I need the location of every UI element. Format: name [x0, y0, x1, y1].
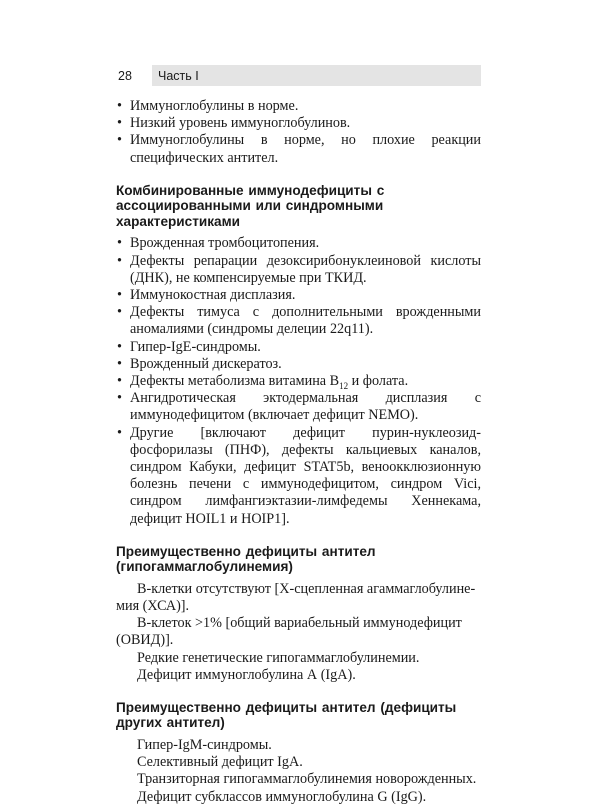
section-heading-other-antibodies: Преимущественно дефициты антител (дефициты других антител): [116, 699, 457, 731]
section-heading-combined: Комбинированные иммунодефициты с ассоциированными или синдромными характеристиками: [116, 182, 385, 229]
section-heading-hypogamma: Преимущественно дефициты антител (гипогаммаглобулинемия): [116, 543, 376, 575]
list-item: • Дефекты тимуса с дополнительными врожденными аномалиями (синдромы делеции 22q11).: [116, 304, 481, 338]
list-item: Гипер-IgM-синдромы.: [137, 736, 272, 753]
combined-list: [116, 235, 481, 527]
list-item-vitamin: [116, 373, 481, 390]
list-item: • Дефекты репарации дезоксирибонуклеиновой кислоты (ДНК), не компенсируемые при ТКИД.: [116, 253, 481, 287]
list-item: • Иммуноглобулины в норме.: [116, 98, 481, 115]
other-antibodies-list: [116, 737, 481, 806]
list-item: В-клеток >1% [общий вариабельный иммунодефицит (ОВИД)].: [116, 615, 462, 649]
running-title-band: [152, 65, 481, 86]
page-number: 28: [118, 68, 132, 83]
intro-list: [116, 98, 481, 167]
list-item: • Иммуноглобулины в норме, но плохие реакции специфических антител.: [116, 132, 481, 166]
list-item: Селективный дефицит IgA.: [137, 754, 303, 771]
vitamin-text: Дефекты метаболизма витамина B: [130, 372, 340, 389]
list-item: В-клетки отсутствуют [Х-сцепленная агаммаглобулине- мия (ХСА)].: [116, 580, 476, 614]
list-item: • Ангидротическая эктодермальная дисплазия с иммунодефицитом (включает дефицит NEMO).: [116, 390, 481, 424]
list-item: • Иммунокостная дисплазия.: [116, 287, 481, 304]
list-item: Дефицит субклассов иммуноглобулина G (IgG).: [137, 788, 427, 805]
list-item: • Врожденный дискератоз.: [116, 356, 481, 373]
list-item: • Низкий уровень иммуноглобулинов.: [116, 115, 481, 132]
vitamin-subscript: 12: [339, 380, 349, 391]
list-item: Транзиторная гипогаммаглобулинемия новорожденных.: [137, 771, 477, 788]
list-item: • Врожденная тромбоцитопения.: [116, 235, 481, 252]
running-title: Часть I: [158, 68, 199, 83]
vitamin-text-end: и фолата.: [348, 372, 409, 389]
page-header: [116, 65, 481, 86]
page-body: [116, 98, 481, 806]
hypogamma-list: [116, 581, 481, 684]
list-item: • Гипер-IgE-синдромы.: [116, 339, 481, 356]
list-item: Дефицит иммуноглобулина А (IgA).: [137, 666, 356, 683]
list-item: • Другие [включают дефицит пурин-нуклеозид-фосфорилазы (ПНФ), дефекты кальциевых каналов, синдром Кабуки, дефицит STAT5b, веноокклюзионную болезнь печени с иммунодефицитом, синдром Vici, синдром лимфангиэктазии-лимфедемы Хеннекама, дефицит HOIL1 и HOIP1].: [116, 425, 481, 528]
list-item: Редкие генетические гипогаммаглобулинемии.: [137, 649, 420, 666]
